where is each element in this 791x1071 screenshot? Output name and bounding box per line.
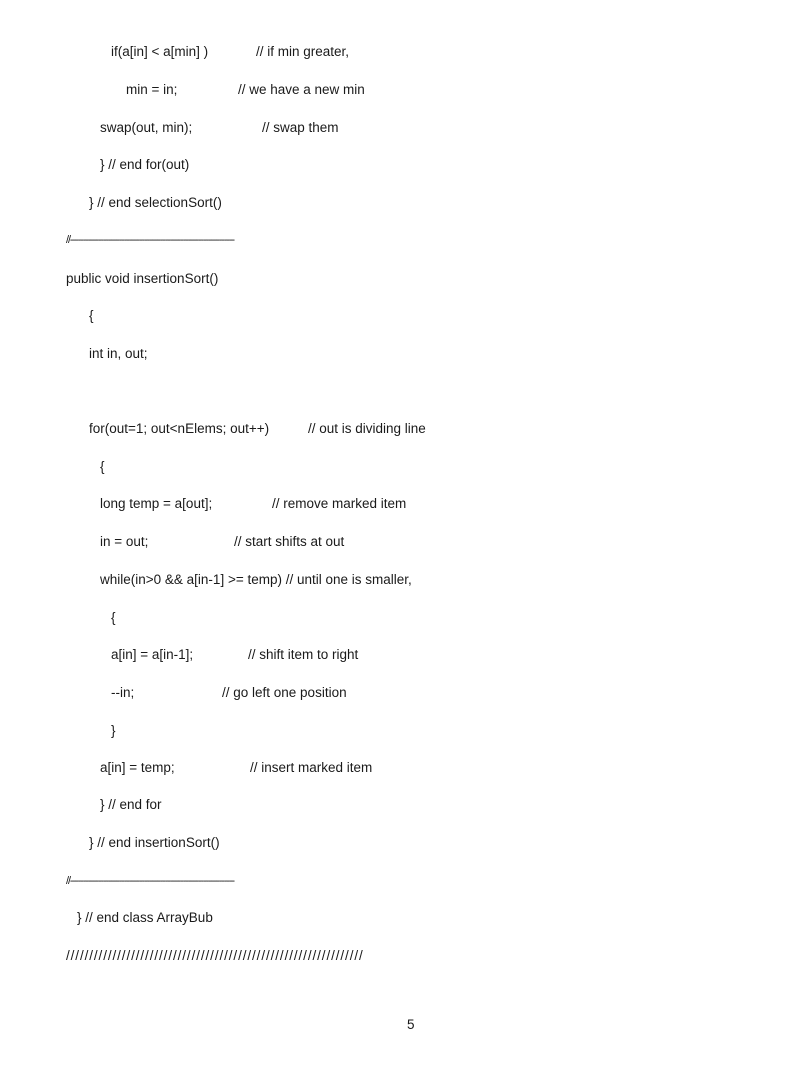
code-line — [77, 909, 213, 927]
code-line — [89, 834, 220, 852]
code-line — [89, 307, 104, 325]
separator-line — [66, 231, 234, 249]
code-comment: // start shifts at out — [234, 534, 345, 549]
code-text: int in, out; — [89, 346, 148, 361]
code-comment: // insert marked item — [250, 760, 373, 775]
code-line — [89, 194, 222, 212]
code-text: public void insertionSort() — [66, 271, 219, 286]
code-line — [111, 43, 350, 61]
code-text: for(out=1; out<nElems; out++) — [89, 421, 270, 436]
code-comment: // out is dividing line — [308, 421, 426, 436]
code-line — [100, 533, 345, 551]
code-text: long temp = a[out]; — [100, 496, 213, 511]
separator-line — [66, 872, 234, 890]
code-line — [100, 495, 407, 513]
code-text: //---------------------------------------------------------------- — [66, 875, 234, 887]
code-text: --in; — [111, 685, 135, 700]
code-text: if(a[in] < a[min] ) — [111, 44, 209, 59]
code-line — [111, 722, 126, 740]
code-text: in = out; — [100, 534, 149, 549]
code-line — [100, 119, 339, 137]
code-line — [111, 609, 126, 627]
code-comment: // shift item to right — [248, 647, 359, 662]
code-text: } // end class ArrayBub — [77, 910, 213, 925]
code-line — [66, 270, 219, 288]
code-comment: // if min greater, — [256, 44, 350, 59]
page-number: 5 — [407, 1017, 415, 1032]
code-comment: // remove marked item — [272, 496, 407, 511]
code-comment: // we have a new min — [238, 82, 365, 97]
code-line — [100, 571, 412, 589]
code-line — [100, 796, 162, 814]
code-text: a[in] = temp; — [100, 760, 175, 775]
code-line — [100, 156, 190, 174]
code-text: { — [89, 308, 94, 323]
code-line — [126, 81, 365, 99]
code-line — [100, 458, 115, 476]
code-text: { — [100, 459, 105, 474]
code-line — [89, 420, 426, 438]
separator-line — [66, 947, 364, 965]
code-text: min = in; — [126, 82, 178, 97]
code-text: //---------------------------------------------------------------- — [66, 234, 234, 246]
code-line — [111, 684, 347, 702]
code-text: { — [111, 610, 116, 625]
code-text: while(in>0 && a[in-1] >= temp) // until one is smaller, — [100, 572, 412, 587]
code-text: } — [111, 723, 116, 738]
code-text: } // end for — [100, 797, 162, 812]
code-text: } // end for(out) — [100, 157, 190, 172]
code-line — [89, 345, 148, 363]
code-text: } // end selectionSort() — [89, 195, 222, 210]
code-text: a[in] = a[in-1]; — [111, 647, 194, 662]
code-comment: // go left one position — [222, 685, 347, 700]
code-comment: // swap them — [262, 120, 339, 135]
code-line — [100, 759, 373, 777]
code-text: swap(out, min); — [100, 120, 193, 135]
code-text: //////////////////////////////////////////////////////////////// — [66, 948, 364, 963]
code-line — [111, 646, 359, 664]
code-text: } // end insertionSort() — [89, 835, 220, 850]
